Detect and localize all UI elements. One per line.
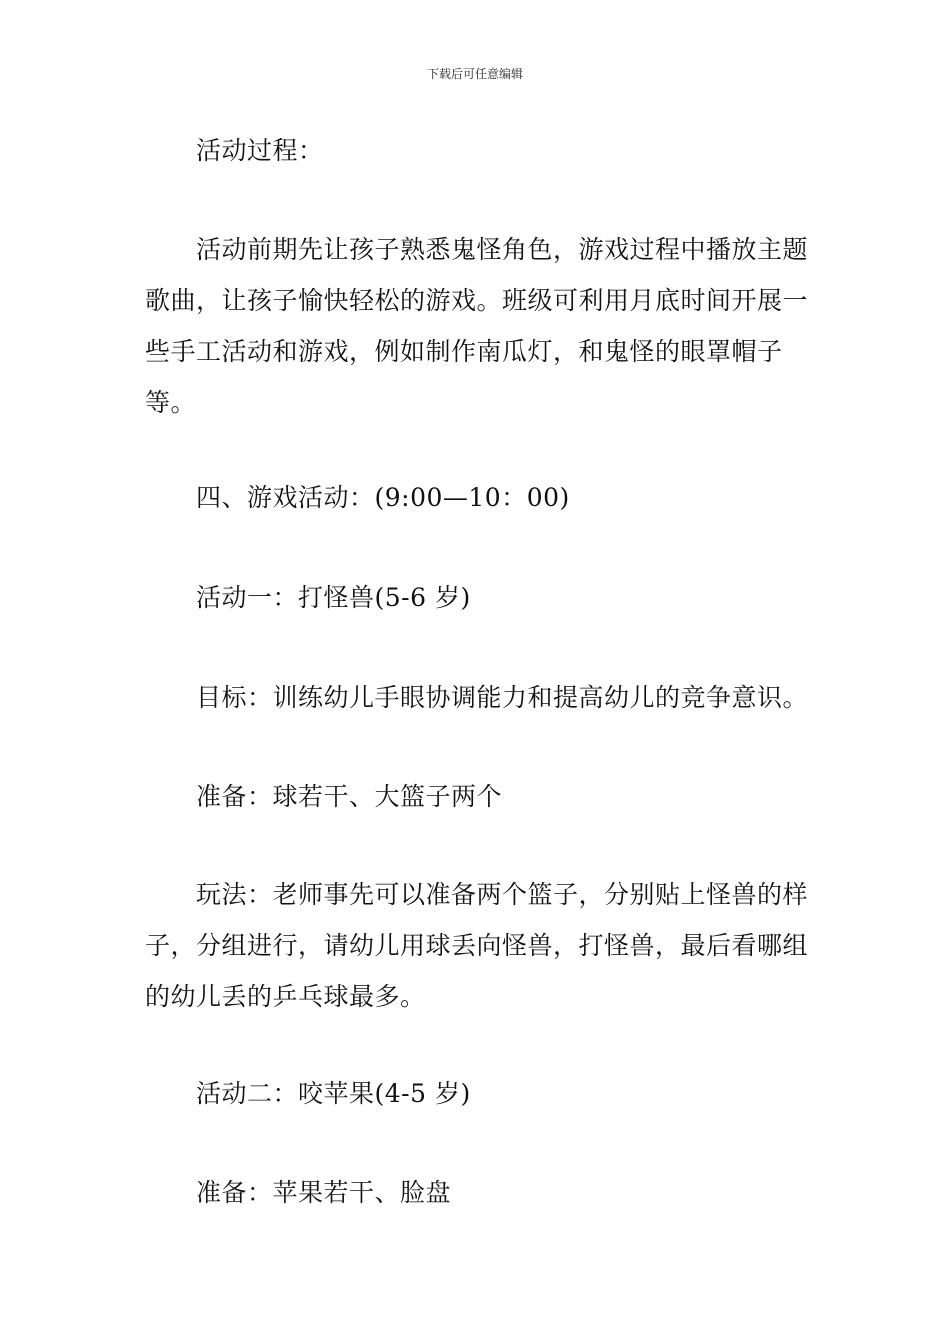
activity-two-preparation: 准备：苹果若干、脸盘 xyxy=(196,1178,452,1207)
activity-two-title: 活动二：咬苹果(4-5 岁) xyxy=(196,1079,471,1108)
section-heading-game-activities: 四、游戏活动：(9:00—10：00) xyxy=(196,483,570,512)
activity-one-goal: 目标：训练幼儿手眼协调能力和提高幼儿的竞争意识。 xyxy=(196,683,809,712)
activity-one-rules: 玩法：老师事先可以准备两个篮子，分别贴上怪兽的样子，分组进行，请幼儿用球丢向怪兽，打怪兽，最后看哪组的幼儿丢的乒乓球最多。 xyxy=(145,880,809,1011)
activity-one-preparation: 准备：球若干、大篮子两个 xyxy=(196,782,503,811)
page-header-note: 下载后可任意编辑 xyxy=(426,67,523,81)
section-heading-process: 活动过程： xyxy=(196,136,324,165)
paragraph-process-description: 活动前期先让孩子熟悉鬼怪角色，游戏过程中播放主题歌曲，让孩子愉快轻松的游戏。班级可利用月底时间开展一些手工活动和游戏，例如制作南瓜灯，和鬼怪的眼罩帽子等。 xyxy=(145,235,809,417)
activity-one-title: 活动一：打怪兽(5-6 岁) xyxy=(196,583,471,612)
